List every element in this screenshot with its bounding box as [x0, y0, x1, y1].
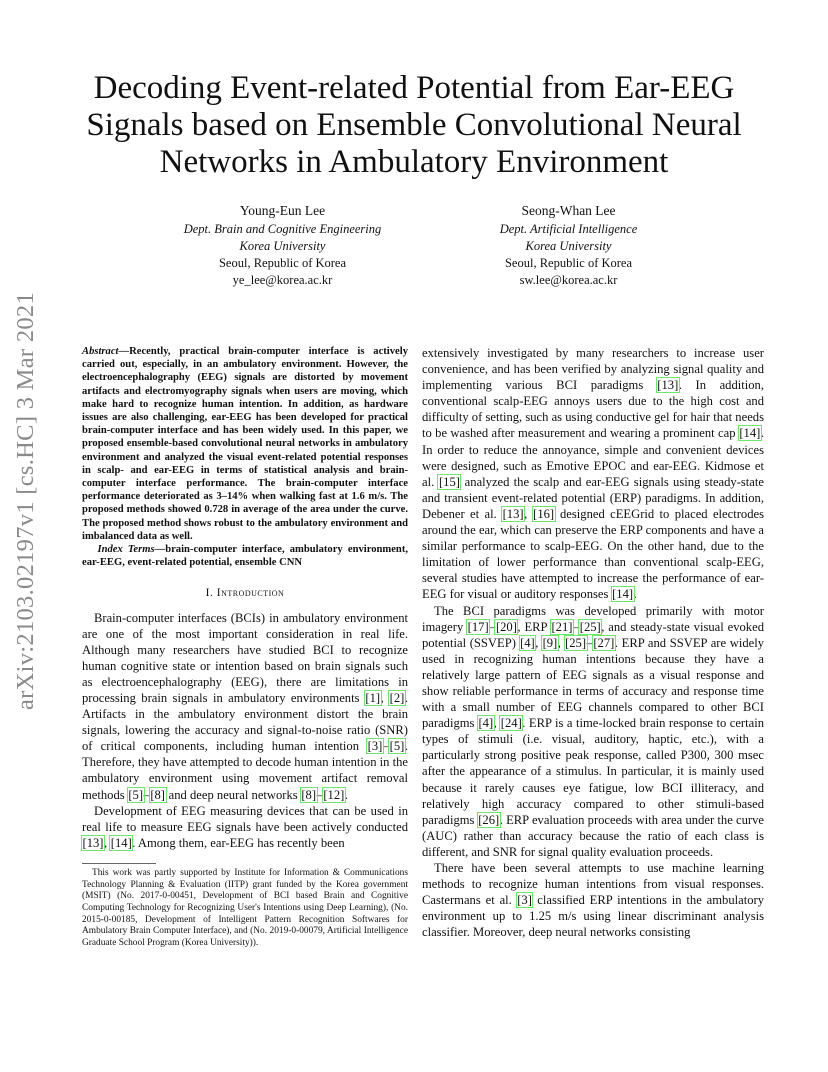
- citation-link[interactable]: [5]: [128, 787, 144, 802]
- citation-link[interactable]: [13]: [502, 506, 524, 521]
- left-body: [82, 610, 408, 851]
- body-text: –: [143, 787, 150, 802]
- arxiv-stamp: arXiv:2103.02197v1 [cs.HC] 3 Mar 2021: [12, 291, 39, 710]
- author-email: sw.lee@korea.ac.kr: [519, 273, 618, 287]
- citation-link[interactable]: [8]: [301, 787, 317, 802]
- body-text: . ERP and SSVEP are widely used in recognizing human intentions because they have a relatively large pattern of EEG signals as a visual response and show reliable performance in terms of accuracy and response time with a small number of EEG channels compared to other BCI paradigms: [422, 635, 765, 731]
- body-text: –: [489, 619, 496, 634]
- citation-link[interactable]: [1]: [365, 691, 381, 706]
- paper-title: Decoding Event-related Potential from Ear-EEG Signals based on Ensemble Convolutional Neural Networks in Ambulatory Environment: [86, 70, 742, 180]
- body-text: analyzed the scalp and ear-EEG signals using steady-state and transient event-related potential (ERP) paradigms. In addition, Debener et al.: [422, 474, 764, 521]
- author-city: Seoul, Republic of Korea: [218, 256, 347, 270]
- author-univ: Korea University: [239, 239, 326, 253]
- index-terms-label: Index Terms: [97, 544, 155, 556]
- citation-link[interactable]: [13]: [82, 835, 104, 850]
- author-block-2: [436, 202, 701, 289]
- body-paragraph: [422, 860, 764, 940]
- body-text: . Artifacts in the ambulatory environment distort the brain signals, lowering the accuracy and signal-to-noise ratio (SNR) of critical components, including human intention: [82, 691, 408, 754]
- body-text: ,: [380, 691, 390, 706]
- body-paragraph: [82, 610, 408, 803]
- citation-link[interactable]: [15]: [438, 474, 460, 489]
- citation-link[interactable]: [14]: [612, 587, 634, 602]
- body-text: –: [572, 619, 580, 634]
- body-text: .: [633, 587, 637, 602]
- abstract-label: Abstract: [82, 346, 119, 357]
- citation-link[interactable]: [13]: [657, 378, 679, 393]
- citation-link[interactable]: [3]: [367, 739, 383, 754]
- body-text: –: [586, 635, 593, 650]
- body-text: , and steady-state visual evoked potential (SSVEP): [422, 619, 764, 650]
- author-email: ye_lee@korea.ac.kr: [232, 273, 333, 287]
- body-text: . ERP is a time-locked brain response to certain types of stimuli (i.e. visual, auditory, haptic, etc.), with a particularly strong positive peak response, called P300, 300 msec after the appearance of a stimulus. In particular, it is mainly used because it rarely causes eye fatigue, low BCI illiteracy, and relatively high accuracy compared to other stimuli-based paradigms: [422, 716, 765, 827]
- citation-link[interactable]: [24]: [500, 716, 522, 731]
- body-text: ,: [493, 716, 501, 731]
- index-terms-text: —brain-computer interface, ambulatory environment, ear-EEG, event-related potential, ensemble CNN: [82, 544, 408, 569]
- author-dept: Dept. Artificial Intelligence: [499, 222, 638, 236]
- body-text: ,: [557, 635, 565, 650]
- citation-link[interactable]: [4]: [520, 635, 535, 650]
- citation-link[interactable]: [5]: [389, 739, 405, 754]
- citation-link[interactable]: [2]: [389, 691, 405, 706]
- right-column: [422, 345, 764, 940]
- body-text: and deep neural networks: [165, 787, 301, 802]
- citation-link[interactable]: [8]: [150, 787, 165, 802]
- citation-link[interactable]: [25]: [565, 635, 587, 650]
- citation-link[interactable]: [14]: [739, 426, 761, 441]
- body-text: There have been several attempts to use machine learning methods to recognize human intentions from visual responses. Castermans et al.: [422, 861, 764, 908]
- body-text: . In order to reduce the annoyance, simple and convenient devices were designed, such as Emotive EPOC and ear-EEG. Kidmose et al.: [422, 426, 764, 489]
- body-text: ,: [103, 835, 111, 850]
- body-paragraph: [422, 603, 764, 861]
- body-text: The BCI paradigms was developed primarily with motor imagery: [422, 603, 764, 634]
- body-text: . ERP evaluation proceeds with area under the curve (AUC) rather than accuracy because the ratio of each class is different, and SNR for signal quality evaluation proceeds.: [422, 812, 764, 859]
- body-text: Brain-computer interfaces (BCIs) in ambulatory environment are one of the most important consideration in real life. Although many researchers have studied BCI to recognize human cognitive state or intention based on brain signals such as electroencephalography (EEG), there are limitations in processing brain signals in ambulatory environments: [82, 610, 408, 706]
- citation-link[interactable]: [9]: [542, 635, 558, 650]
- body-text: , ERP: [517, 619, 551, 634]
- citation-link[interactable]: [17]: [467, 619, 489, 634]
- body-text: . In addition, conventional scalp-EEG annoys users due to the high cost and difficulty of setting, such as using conductive gel for hair that needs to be washed after measurement and wearing a prominent cap: [422, 378, 764, 441]
- citation-link[interactable]: [14]: [110, 835, 132, 850]
- citation-link[interactable]: [3]: [517, 893, 532, 908]
- body-text: ,: [535, 635, 543, 650]
- right-body: [422, 345, 764, 940]
- author-block-1: [150, 202, 415, 289]
- body-text: classified ERP intentions in the ambulatory environment up to 1.25 m/s using linear discriminant analysis classifier. Moreover, deep neural networks consisting: [422, 893, 765, 940]
- author-city: Seoul, Republic of Korea: [504, 256, 633, 270]
- left-column: [82, 345, 408, 950]
- body-text: extensively investigated by many researchers to increase user convenience, and has been verified by analyzing signal quality and implementing various BCI paradigms: [422, 346, 764, 393]
- body-text: –: [382, 739, 390, 754]
- abstract: [82, 345, 408, 543]
- citation-link[interactable]: [27]: [593, 635, 615, 650]
- citation-link[interactable]: [20]: [495, 619, 517, 634]
- author-univ: Korea University: [525, 239, 612, 253]
- body-text: . Among them, ear-EEG has recently been: [132, 835, 345, 850]
- citation-link[interactable]: [12]: [323, 787, 345, 802]
- section-heading: I. Introduction: [205, 587, 285, 600]
- citation-link[interactable]: [26]: [478, 812, 500, 827]
- body-text: .: [344, 787, 348, 802]
- body-text: designed cEEGrid to placed electrodes around the ear, which can preserve the ERP components and have a similar performance to scalp-EEG. On the other hand, due to the limitation of lower performance than conventional scalp-EEG, several studies have attempted to increase the performance of ear-EEG for visual or auditory responses: [422, 506, 765, 602]
- citation-link[interactable]: [25]: [579, 619, 601, 634]
- footnote: This work was partly supported by Institute for Information & Communications Technology Planning & Evaluation (IITP) grant funded by the Korea government (MSIT) (No. 2017-0-00451, Development of BCI based Brain and Cognitive Computing Technology for Recognizing User's Intentions using Deep Learning), (No. 2015-0-00185, Development of Intelligent Pattern Recognition Softwares for Ambulatory Brain Computer Interface), and (No. 2019-0-00079, Artificial Intelligence Graduate School Program (Korea University)).: [82, 867, 408, 949]
- body-paragraph: [82, 803, 408, 851]
- citation-link[interactable]: [16]: [533, 506, 555, 521]
- body-text: ,: [524, 506, 533, 521]
- citation-link[interactable]: [21]: [551, 619, 573, 634]
- body-text: –: [316, 787, 323, 802]
- author-name: Seong-Whan Lee: [521, 203, 616, 218]
- citation-link[interactable]: [4]: [478, 716, 494, 731]
- body-text: Development of EEG measuring devices that can be used in real life to measure EEG signals have been actively conducted: [82, 803, 408, 834]
- body-paragraph: [422, 345, 764, 603]
- index-terms: [82, 543, 408, 569]
- abstract-text: —Recently, practical brain-computer interface is actively carried out, especially, in an ambulatory environment. However, the electroencephalography (EEG) signals are distorted by movement artifacts and electromyography signals when users are moving, which make hard to recognize human intention. In addition, as hardware issues are also challenging, ear-EEG has been developed for practical brain-computer interface and has been widely used. In this paper, we proposed ensemble-based convolutional neural networks in ambulatory environment and analyzed the visual event-related potential responses in scalp- and ear-EEG in terms of statistical analysis and brain-computer interface performance. The brain-computer interface performance deteriorated as 3–14% when walking fast at 1.6 m/s. The proposed methods showed 0.728 in average of the area under the curve. The proposed method shows robust to the ambulatory environment and imbalanced data as well.: [82, 346, 408, 542]
- footnote-divider: [82, 863, 156, 864]
- body-text: . Therefore, they have attempted to decode human intention in the ambulatory environment using movement artifact removal methods: [82, 739, 408, 802]
- author-name: Young-Eun Lee: [239, 203, 326, 218]
- author-dept: Dept. Brain and Cognitive Engineering: [183, 222, 382, 236]
